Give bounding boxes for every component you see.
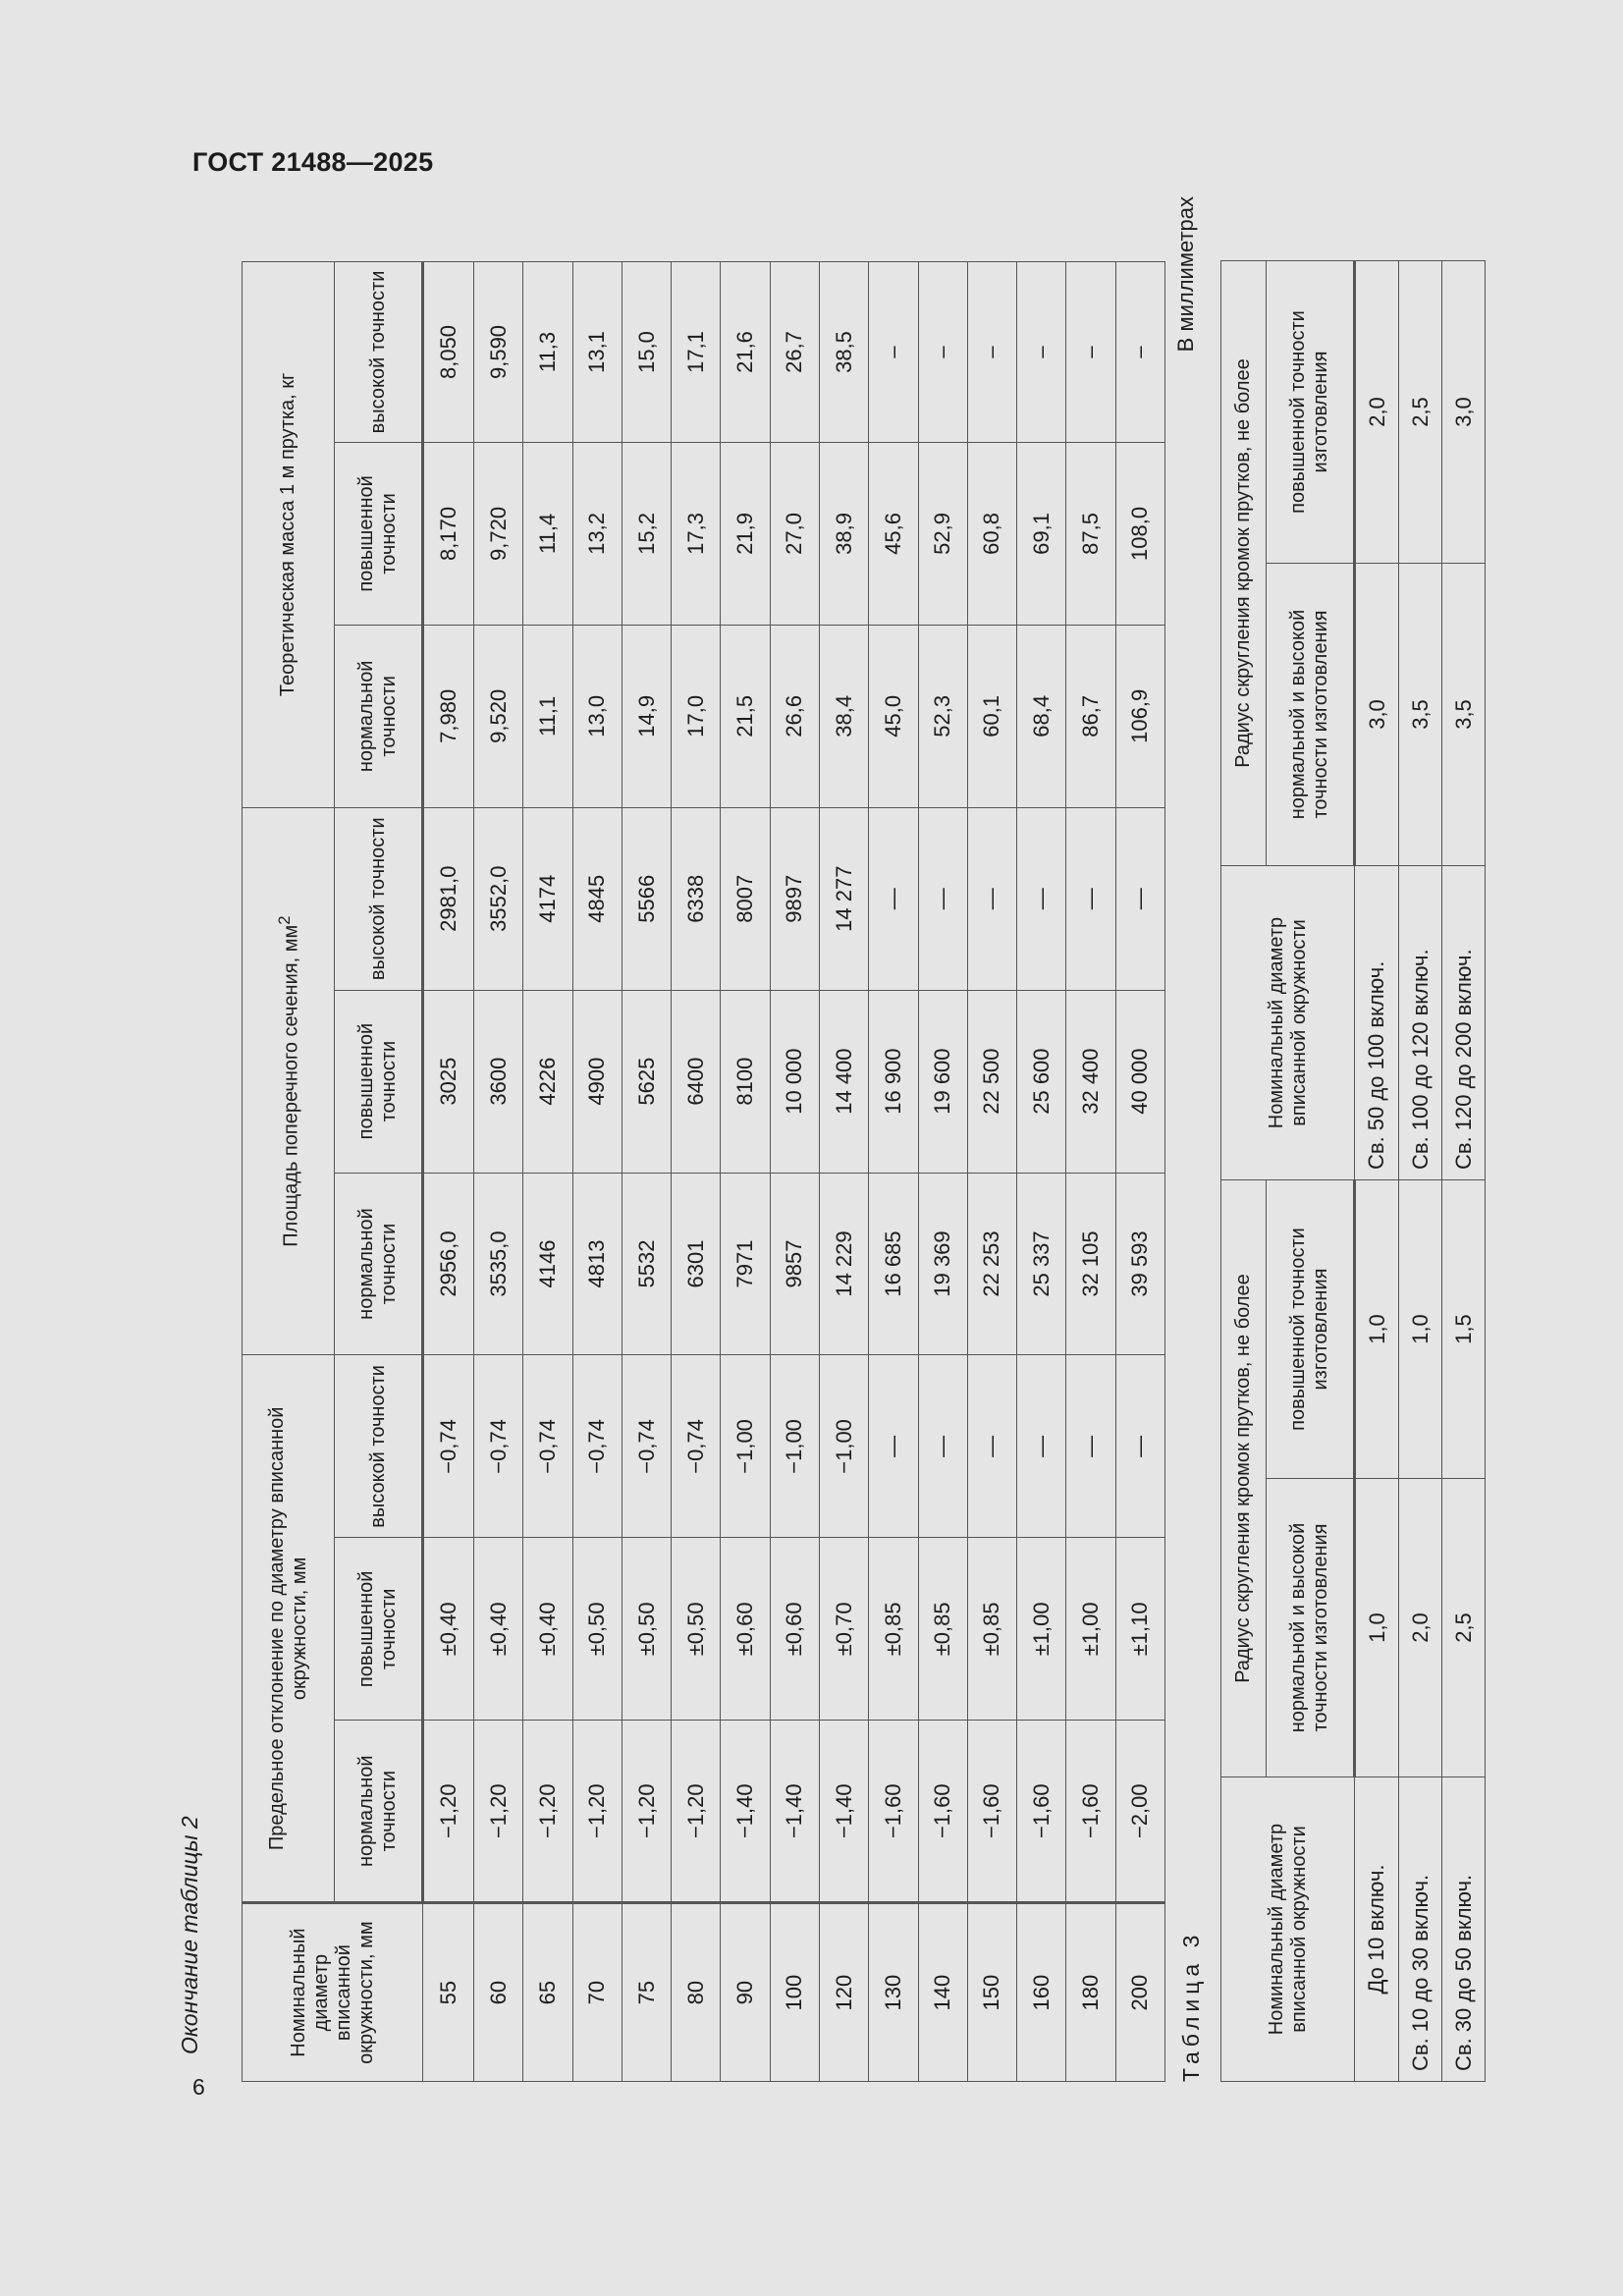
cell: 7,980	[423, 625, 474, 807]
cell: 8100	[721, 990, 770, 1173]
cell: −1,00	[721, 1355, 770, 1538]
cell: 2,0	[1355, 261, 1399, 564]
cell: 13,0	[572, 625, 622, 807]
cell: 2981,0	[423, 807, 474, 990]
cell: 8,170	[423, 442, 474, 625]
cell: ±1,10	[1115, 1538, 1164, 1721]
cell: −1,20	[423, 1721, 474, 1903]
header-theoretical-mass: Теоретическая масса 1 м прутка, кг	[243, 262, 335, 808]
cell: 130	[869, 1903, 918, 2082]
cell: −1,40	[819, 1721, 868, 1903]
cell: 15,0	[622, 262, 671, 443]
cell: −2,00	[1115, 1721, 1164, 1903]
table-row	[819, 262, 868, 2082]
subheader-normal-high: нормальной и высокой точности изготовления	[1267, 564, 1355, 866]
cell: 6338	[672, 807, 721, 990]
table-row	[672, 262, 721, 2082]
cell: ±0,50	[622, 1538, 671, 1721]
header-nominal-diameter: Номинальный диаметр вписанной окружности, мм	[243, 1903, 423, 2082]
subheader-increased: повышенной точности	[335, 1538, 423, 1721]
cell: 17,0	[672, 625, 721, 807]
cell: –	[1017, 262, 1066, 443]
cell: 1,5	[1442, 1180, 1486, 1479]
cell: 11,3	[523, 262, 572, 443]
table-row	[423, 262, 474, 2082]
cell: −1,20	[622, 1721, 671, 1903]
table-row	[1066, 262, 1115, 2082]
table-row	[770, 262, 819, 2082]
cell: 3535,0	[474, 1173, 523, 1355]
cell: −1,20	[474, 1721, 523, 1903]
cell: 2,5	[1442, 1479, 1486, 1777]
header-cross-section-area	[243, 807, 335, 1355]
cell: −0,74	[622, 1355, 671, 1538]
rotated-content	[177, 196, 1512, 2082]
cell: Св. 100 до 120 включ.	[1399, 866, 1442, 1180]
cell: 27,0	[770, 442, 819, 625]
cell: 21,6	[721, 262, 770, 443]
cell: 52,9	[918, 442, 967, 625]
cell: 80	[672, 1903, 721, 2082]
table-row	[1017, 262, 1066, 2082]
subheader-increased: повышенной точности	[335, 442, 423, 625]
cell: −1,60	[1017, 1721, 1066, 1903]
cell: 55	[423, 1903, 474, 2082]
cell: 22 253	[967, 1173, 1016, 1355]
cell: ±0,50	[572, 1538, 622, 1721]
cell: ±0,40	[474, 1538, 523, 1721]
cell: 68,4	[1017, 625, 1066, 807]
subheader-high: высокой точности	[335, 262, 423, 443]
cell: −0,74	[474, 1355, 523, 1538]
cell: 180	[1066, 1903, 1115, 2082]
subheader-normal: нормальной точности	[335, 1173, 423, 1355]
cell: −1,00	[770, 1355, 819, 1538]
cell: ±0,50	[672, 1538, 721, 1721]
cell: –	[967, 262, 1016, 443]
cell: 3600	[474, 990, 523, 1173]
header-edge-radius: Радиус скругления кромок прутков, не более	[1221, 261, 1267, 866]
units-note: В миллиметрах	[1173, 196, 1198, 353]
cell: 5566	[622, 807, 671, 990]
cell: 16 685	[869, 1173, 918, 1355]
cell: 9,520	[474, 625, 523, 807]
cell: 65	[523, 1903, 572, 2082]
subheader-high: высокой точности	[335, 1355, 423, 1538]
cell: 100	[770, 1903, 819, 2082]
cell: 13,2	[572, 442, 622, 625]
cell: 16 900	[869, 990, 918, 1173]
subheader-normal: нормальной точности	[335, 625, 423, 807]
cell: 14 277	[819, 807, 868, 990]
cell: —	[967, 1355, 1016, 1538]
cell: Св. 120 до 200 включ.	[1442, 866, 1486, 1180]
cell: 200	[1115, 1903, 1164, 2082]
subheader-normal-high: нормальной и высокой точности изготовления	[1267, 1479, 1355, 1777]
table-row	[721, 262, 770, 2082]
cell: 45,6	[869, 442, 918, 625]
cell: 6301	[672, 1173, 721, 1355]
cell: −0,74	[423, 1355, 474, 1538]
cell: 7971	[721, 1173, 770, 1355]
cell: 3,5	[1442, 564, 1486, 866]
cell: 60	[474, 1903, 523, 2082]
cell: 45,0	[869, 625, 918, 807]
cell: 70	[572, 1903, 622, 2082]
cell: 8,050	[423, 262, 474, 443]
cell: −1,60	[967, 1721, 1016, 1903]
cell: –	[1066, 262, 1115, 443]
subheader-increased: повышенной точности изготовления	[1267, 261, 1355, 564]
cell: 4226	[523, 990, 572, 1173]
cell: Св. 10 до 30 включ.	[1399, 1777, 1442, 2082]
table-row	[869, 262, 918, 2082]
cell: 4146	[523, 1173, 572, 1355]
cell: −1,20	[523, 1721, 572, 1903]
cell: 14,9	[622, 625, 671, 807]
cell: 3025	[423, 990, 474, 1173]
cell: 17,3	[672, 442, 721, 625]
cell: 9857	[770, 1173, 819, 1355]
header-nominal-diameter: Номинальный диаметр вписанной окружности	[1221, 866, 1355, 1180]
cell: 9,590	[474, 262, 523, 443]
subheader-high: высокой точности	[335, 807, 423, 990]
cell: 90	[721, 1903, 770, 2082]
cell: ±0,70	[819, 1538, 868, 1721]
cell: 11,1	[523, 625, 572, 807]
cell: −1,00	[819, 1355, 868, 1538]
cell: 52,3	[918, 625, 967, 807]
table-row	[1399, 261, 1442, 2082]
header-nominal-diameter: Номинальный диаметр вписанной окружности	[1221, 1777, 1355, 2082]
cell: –	[918, 262, 967, 443]
table-3-label: Таблица 3	[1178, 1930, 1204, 2082]
cell: 4845	[572, 807, 622, 990]
cell: –	[1115, 262, 1164, 443]
table-row	[967, 262, 1016, 2082]
cell: 2956,0	[423, 1173, 474, 1355]
cell: ±0,60	[721, 1538, 770, 1721]
cell: 22 500	[967, 990, 1016, 1173]
cell: —	[1017, 807, 1066, 990]
cell: 40 000	[1115, 990, 1164, 1173]
cell: 3,0	[1442, 261, 1486, 564]
cell: До 10 включ.	[1355, 1777, 1399, 2082]
cell: —	[1017, 1355, 1066, 1538]
cell: —	[918, 1355, 967, 1538]
cell: 86,7	[1066, 625, 1115, 807]
cell: 15,2	[622, 442, 671, 625]
cell: 2,5	[1399, 261, 1442, 564]
cell: 140	[918, 1903, 967, 2082]
cell: 19 369	[918, 1173, 967, 1355]
cell: 26,6	[770, 625, 819, 807]
cell: 1,0	[1355, 1180, 1399, 1479]
cell: 25 600	[1017, 990, 1066, 1173]
cell: 5532	[622, 1173, 671, 1355]
cell: 6400	[672, 990, 721, 1173]
table-row	[1355, 261, 1399, 2082]
table-2-caption: Окончание таблицы 2	[177, 1816, 202, 2054]
cell: −1,20	[672, 1721, 721, 1903]
page-number: 6	[192, 2074, 205, 2100]
cell: 32 105	[1066, 1173, 1115, 1355]
cell: 25 337	[1017, 1173, 1066, 1355]
cell: 21,9	[721, 442, 770, 625]
subheader-normal: нормальной точности	[335, 1721, 423, 1903]
table-row	[622, 262, 671, 2082]
table-row	[572, 262, 622, 2082]
table-row	[474, 262, 523, 2082]
cell: ±0,85	[967, 1538, 1016, 1721]
cell: 60,1	[967, 625, 1016, 807]
cell: 75	[622, 1903, 671, 2082]
cell: −1,40	[770, 1721, 819, 1903]
cell: 14 400	[819, 990, 868, 1173]
cell: 9897	[770, 807, 819, 990]
cell: 21,5	[721, 625, 770, 807]
table-row	[918, 262, 967, 2082]
cell: 1,0	[1355, 1479, 1399, 1777]
table-row	[523, 262, 572, 2082]
cell: —	[1066, 1355, 1115, 1538]
cell: —	[869, 807, 918, 990]
table-3	[1220, 260, 1486, 2082]
cell: Св. 30 до 50 включ.	[1442, 1777, 1486, 2082]
cell: 2,0	[1399, 1479, 1442, 1777]
cell: −0,74	[523, 1355, 572, 1538]
cell: −1,60	[918, 1721, 967, 1903]
cell: 160	[1017, 1903, 1066, 2082]
cell: 9,720	[474, 442, 523, 625]
cell: 108,0	[1115, 442, 1164, 625]
cell: ±0,40	[523, 1538, 572, 1721]
area-unit-exponent: 2	[275, 915, 295, 925]
cell: 3,0	[1355, 564, 1399, 866]
cell: —	[1115, 807, 1164, 990]
cell: 32 400	[1066, 990, 1115, 1173]
cell: −1,40	[721, 1721, 770, 1903]
cell: ±0,85	[918, 1538, 967, 1721]
cell: 19 600	[918, 990, 967, 1173]
cell: 10 000	[770, 990, 819, 1173]
cell: −1,60	[1066, 1721, 1115, 1903]
cell: ±0,85	[869, 1538, 918, 1721]
cell: 1,0	[1399, 1180, 1442, 1479]
cell: 3,5	[1399, 564, 1442, 866]
table-row	[1442, 261, 1486, 2082]
document-code: ГОСТ 21488—2025	[192, 147, 434, 177]
cell: —	[869, 1355, 918, 1538]
cell: 150	[967, 1903, 1016, 2082]
cell: −1,20	[572, 1721, 622, 1903]
cell: 17,1	[672, 262, 721, 443]
cell: —	[1066, 807, 1115, 990]
cell: ±1,00	[1017, 1538, 1066, 1721]
cell: 38,4	[819, 625, 868, 807]
cell: 60,8	[967, 442, 1016, 625]
cell: ±0,40	[423, 1538, 474, 1721]
cell: —	[918, 807, 967, 990]
cell: 14 229	[819, 1173, 868, 1355]
cell: −0,74	[672, 1355, 721, 1538]
cell: —	[967, 807, 1016, 990]
cell: 4813	[572, 1173, 622, 1355]
table-2	[242, 261, 1165, 2082]
cell: 5625	[622, 990, 671, 1173]
cell: 106,9	[1115, 625, 1164, 807]
cell: 120	[819, 1903, 868, 2082]
cell: −0,74	[572, 1355, 622, 1538]
header-deviation: Предельное отклонение по диаметру вписанной окружности, мм	[243, 1355, 335, 1903]
cell: 8007	[721, 807, 770, 990]
cell: ±1,00	[1066, 1538, 1115, 1721]
cell: 13,1	[572, 262, 622, 443]
cell: 4900	[572, 990, 622, 1173]
cell: 87,5	[1066, 442, 1115, 625]
cell: 38,9	[819, 442, 868, 625]
cell: 26,7	[770, 262, 819, 443]
cell: Св. 50 до 100 включ.	[1355, 866, 1399, 1180]
cell: ±0,60	[770, 1538, 819, 1721]
subheader-increased: повышенной точности	[335, 990, 423, 1173]
cell: –	[869, 262, 918, 443]
cell: 39 593	[1115, 1173, 1164, 1355]
cell: —	[1115, 1355, 1164, 1538]
header-edge-radius: Радиус скругления кромок прутков, не более	[1221, 1180, 1267, 1777]
cell: 11,4	[523, 442, 572, 625]
cell: 3552,0	[474, 807, 523, 990]
cell: 69,1	[1017, 442, 1066, 625]
table-row	[1115, 262, 1164, 2082]
cell: 4174	[523, 807, 572, 990]
cell: −1,60	[869, 1721, 918, 1903]
subheader-increased: повышенной точности изготовления	[1267, 1180, 1355, 1479]
cell: 38,5	[819, 262, 868, 443]
area-header-text: Площадь поперечного сечения, мм	[280, 924, 302, 1247]
